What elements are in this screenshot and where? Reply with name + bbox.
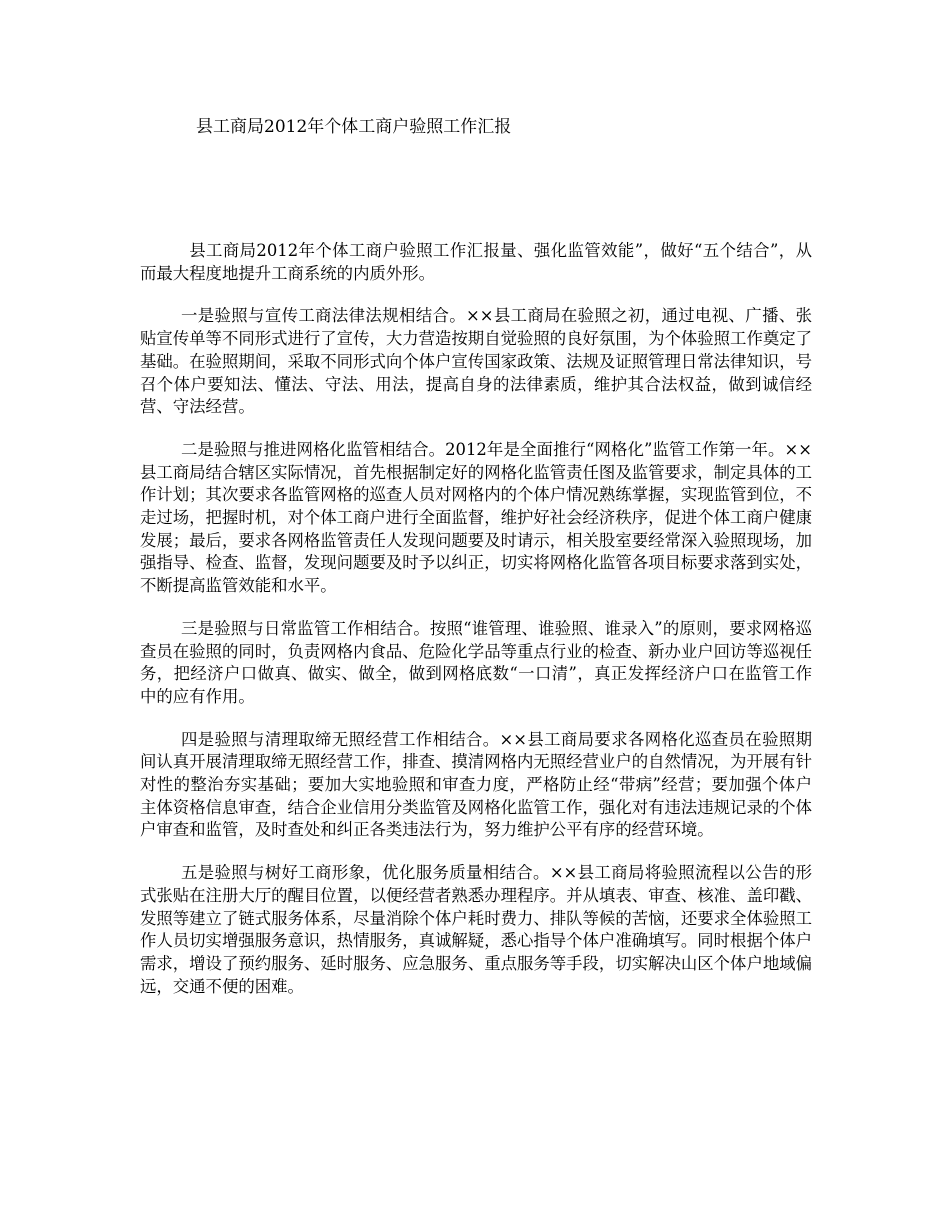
paragraph-point-2: 二是验照与推进网格化监管相结合。2012年是全面推行“网格化”监管工作第一年。××县工商局结合辖区实际情况，首先根据制定好的网格化监管责任图及监管要求，制定具体的工作计划；其次要求各监管网格的巡查人员对网格内的个体户情况熟练掌握，实现监管到位，不走过场，把握时机，对个体工商户进行全面监督，维护好社会经济秩序，促进个体工商户健康发展；最后，要求各网格监管责任人发现问题要及时请示，相关股室要经常深入验照现场，加强指导、检查、监督，发现问题要及时予以纠正，切实将网格化监管各项目标要求落到实处，不断提高监管效能和水平。 (140, 439, 813, 596)
paragraph-point-4: 四是验照与清理取缔无照经营工作相结合。××县工商局要求各网格化巡查员在验照期间认真开展清理取缔无照经营工作，排查、摸清网格内无照经营业户的自然情况，为开展有针对性的整治夯实基础；要加大实地验照和审查力度，严格防止经“带病”经营；要加强个体户主体资格信息审查，结合企业信用分类监管及网格化监管工作，强化对有违法违规记录的个体户审查和监管，及时查处和纠正各类违法行为，努力维护公平有序的经营环境。 (140, 729, 813, 840)
paragraph-point-5: 五是验照与树好工商形象，优化服务质量相结合。××县工商局将验照流程以公告的形式张贴在注册大厅的醒目位置，以便经营者熟悉办理程序。并从填表、审查、核准、盖印戳、发照等建立了链式服务体系，尽量消除个体户耗时费力、排队等候的苦恼，还要求全体验照工作人员切实增强服务意识，热情服务，真诚解疑，悉心指导个体户准确填写。同时根据个体户需求，增设了预约服务、延时服务、应急服务、重点服务等手段，切实解决山区个体户地域偏远，交通不便的困难。 (140, 863, 813, 996)
paragraph-point-1: 一是验照与宣传工商法律法规相结合。××县工商局在验照之初，通过电视、广播、张贴宣传单等不同形式进行了宣传，大力营造按期自觉验照的良好氛围，为个体验照工作奠定了基础。在验照期间，采取不同形式向个体户宣传国家政策、法规及证照管理日常法律知识，号召个体户要知法、懂法、守法、用法，提高自身的法律素质，维护其合法权益，做到诚信经营、守法经营。 (140, 306, 813, 417)
document-title: 县工商局2012年个体工商户验照工作汇报 (196, 117, 512, 137)
document-body (140, 240, 812, 1018)
paragraph-point-3: 三是验照与日常监管工作相结合。按照“谁管理、谁验照、谁录入”的原则，要求网格巡查员在验照的同时，负责网格内食品、危险化学品等重点行业的检查、新办业户回访等巡视任务，把经济户口做真、做实、做全，做到网格底数“一口清”，真正发挥经济户口在监管工作中的应有作用。 (140, 618, 813, 706)
paragraph-intro: 县工商局2012年个体工商户验照工作汇报量、强化监管效能”，做好“五个结合”，从而最大程度地提升工商系统的内质外形。 (140, 241, 812, 283)
